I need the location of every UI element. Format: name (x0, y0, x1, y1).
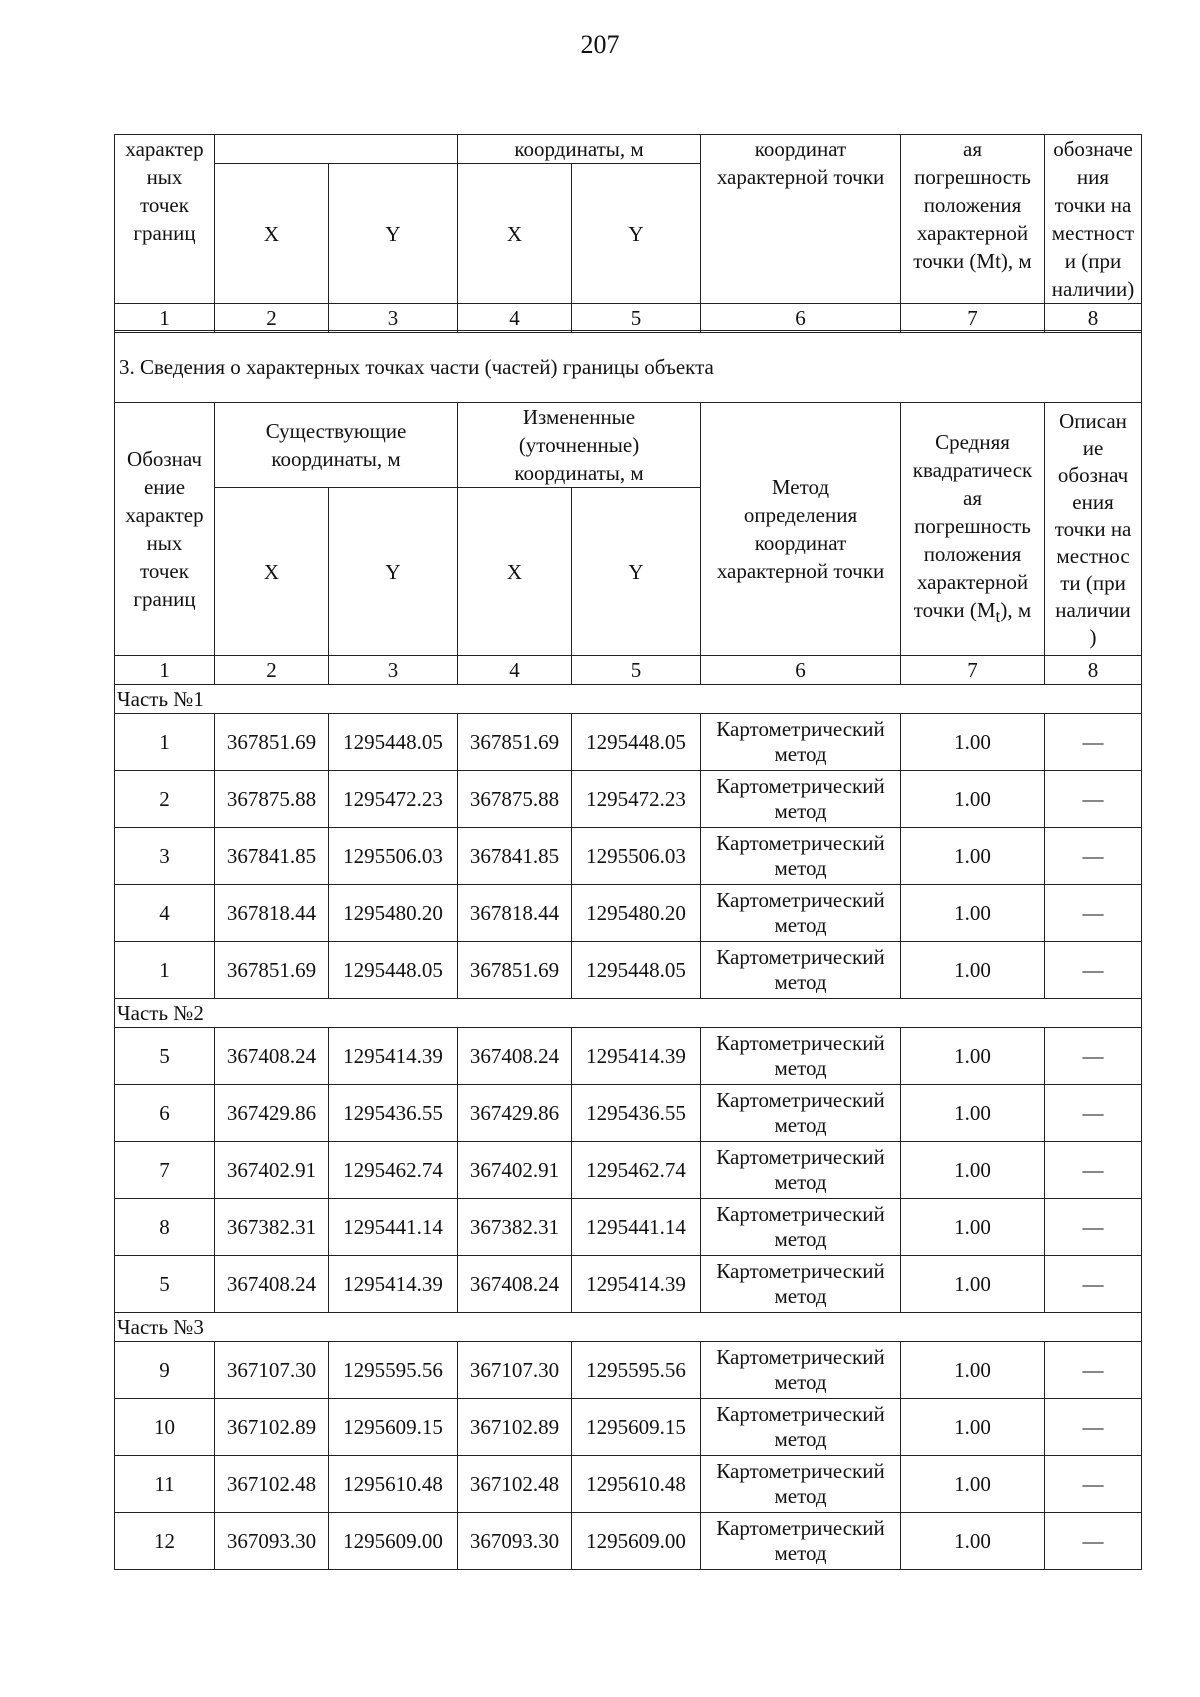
column-number: 1 (115, 304, 215, 333)
existing-x-cell: 367107.30 (215, 1342, 329, 1399)
existing-y-cell: 1295414.39 (329, 1256, 458, 1313)
point-number: 6 (115, 1085, 215, 1142)
table-row (115, 1256, 1142, 1313)
header-changed-x: X (458, 164, 572, 304)
point-number: 5 (115, 1256, 215, 1313)
description-cell: — (1045, 1399, 1142, 1456)
changed-y-cell: 1295610.48 (572, 1456, 701, 1513)
point-number: 5 (115, 1028, 215, 1085)
column-number: 5 (572, 656, 701, 685)
header-method: координат характерной точки (701, 135, 901, 304)
existing-y-cell: 1295441.14 (329, 1199, 458, 1256)
table-row (115, 885, 1142, 942)
existing-x-cell: 367408.24 (215, 1028, 329, 1085)
existing-x-cell: 367875.88 (215, 771, 329, 828)
method-cell: Картометрический метод (701, 1256, 901, 1313)
description-cell: — (1045, 828, 1142, 885)
changed-x-cell: 367851.69 (458, 942, 572, 999)
existing-y-cell: 1295595.56 (329, 1342, 458, 1399)
point-number: 12 (115, 1513, 215, 1570)
method-cell: Картометрический метод (701, 1199, 901, 1256)
table-row (115, 1142, 1142, 1199)
point-number: 1 (115, 714, 215, 771)
changed-x-cell: 367382.31 (458, 1199, 572, 1256)
existing-x-cell: 367851.69 (215, 942, 329, 999)
table-body (115, 685, 1142, 1570)
changed-x-cell: 367818.44 (458, 885, 572, 942)
column-number: 1 (115, 656, 215, 685)
point-number: 9 (115, 1342, 215, 1399)
existing-y-cell: 1295609.15 (329, 1399, 458, 1456)
column-number: 4 (458, 304, 572, 333)
point-number: 10 (115, 1399, 215, 1456)
column-number: 6 (701, 304, 901, 333)
existing-x-cell: 367093.30 (215, 1513, 329, 1570)
existing-x-cell: 367818.44 (215, 885, 329, 942)
point-number: 8 (115, 1199, 215, 1256)
table-row (115, 771, 1142, 828)
changed-y-cell: 1295448.05 (572, 942, 701, 999)
mean-error-cell: 1.00 (901, 1028, 1045, 1085)
table-row (115, 1199, 1142, 1256)
column-number: 5 (572, 304, 701, 333)
point-number: 2 (115, 771, 215, 828)
description-cell: — (1045, 1085, 1142, 1142)
changed-x-cell: 367851.69 (458, 714, 572, 771)
table-row (115, 1085, 1142, 1142)
existing-y-cell: 1295436.55 (329, 1085, 458, 1142)
mean-error-cell: 1.00 (901, 771, 1045, 828)
table-row (115, 1513, 1142, 1570)
point-number: 7 (115, 1142, 215, 1199)
changed-y-cell: 1295414.39 (572, 1256, 701, 1313)
changed-x-cell: 367107.30 (458, 1342, 572, 1399)
existing-x-cell: 367851.69 (215, 714, 329, 771)
header-changed-coordinates: Измененные (уточненные) координаты, м (458, 403, 701, 488)
point-number: 4 (115, 885, 215, 942)
description-cell: — (1045, 942, 1142, 999)
changed-y-cell: 1295448.05 (572, 714, 701, 771)
changed-x-cell: 367102.89 (458, 1399, 572, 1456)
changed-y-cell: 1295595.56 (572, 1342, 701, 1399)
changed-y-cell: 1295506.03 (572, 828, 701, 885)
changed-x-cell: 367875.88 (458, 771, 572, 828)
column-number: 4 (458, 656, 572, 685)
table-row (115, 1456, 1142, 1513)
header-method: Метод определения координат характерной точки (701, 403, 901, 656)
existing-x-cell: 367402.91 (215, 1142, 329, 1199)
part-label-row (115, 685, 1142, 714)
existing-y-cell: 1295448.05 (329, 714, 458, 771)
method-cell: Картометрический метод (701, 771, 901, 828)
section-title: 3. Сведения о характерных точках части (частей) границы объекта (115, 331, 1142, 403)
part-label: Часть №3 (115, 1313, 1142, 1342)
changed-y-cell: 1295609.00 (572, 1513, 701, 1570)
part-label-row (115, 1313, 1142, 1342)
changed-x-cell: 367408.24 (458, 1256, 572, 1313)
existing-y-cell: 1295462.74 (329, 1142, 458, 1199)
column-number: 6 (701, 656, 901, 685)
header-existing-y: Y (329, 164, 458, 304)
method-cell: Картометрический метод (701, 1142, 901, 1199)
header-point-description: обозначе ния точки на местност и (при наличии) (1045, 135, 1142, 304)
boundary-points-table (114, 330, 1142, 1570)
part-label-row (115, 999, 1142, 1028)
header-point-designation: характер ных точек границ (115, 135, 215, 304)
header-point-description: Описан ие обознач ения точки на местнос ти (при наличии ) (1045, 403, 1142, 656)
column-number: 7 (901, 656, 1045, 685)
table-row (115, 1028, 1142, 1085)
table-row (115, 1399, 1142, 1456)
mean-error-cell: 1.00 (901, 1085, 1045, 1142)
mean-error-cell: 1.00 (901, 828, 1045, 885)
existing-y-cell: 1295448.05 (329, 942, 458, 999)
description-cell: — (1045, 1342, 1142, 1399)
header-changed-y: Y (572, 488, 701, 656)
header-mean-error: ая погрешность положения характерной точки (Mt), м (901, 135, 1045, 304)
header-existing-coordinates: Существующие координаты, м (215, 403, 458, 488)
mean-error-cell: 1.00 (901, 942, 1045, 999)
description-cell: — (1045, 1028, 1142, 1085)
method-cell: Картометрический метод (701, 714, 901, 771)
mean-error-cell: 1.00 (901, 1342, 1045, 1399)
method-cell: Картометрический метод (701, 1342, 901, 1399)
existing-x-cell: 367408.24 (215, 1256, 329, 1313)
column-number: 3 (329, 304, 458, 333)
header-existing-x: X (215, 488, 329, 656)
mean-error-cell: 1.00 (901, 1456, 1045, 1513)
existing-y-cell: 1295480.20 (329, 885, 458, 942)
table-row (115, 942, 1142, 999)
point-number: 1 (115, 942, 215, 999)
description-cell: — (1045, 1199, 1142, 1256)
mean-error-cell: 1.00 (901, 1513, 1045, 1570)
column-number-row (115, 304, 1142, 333)
changed-x-cell: 367841.85 (458, 828, 572, 885)
continued-header-table (114, 134, 1142, 333)
point-number: 11 (115, 1456, 215, 1513)
mean-error-cell: 1.00 (901, 1256, 1045, 1313)
changed-y-cell: 1295472.23 (572, 771, 701, 828)
method-cell: Картометрический метод (701, 1513, 901, 1570)
changed-x-cell: 367429.86 (458, 1085, 572, 1142)
existing-y-cell: 1295414.39 (329, 1028, 458, 1085)
existing-y-cell: 1295610.48 (329, 1456, 458, 1513)
changed-x-cell: 367408.24 (458, 1028, 572, 1085)
mean-error-cell: 1.00 (901, 885, 1045, 942)
header-changed-x: X (458, 488, 572, 656)
changed-y-cell: 1295480.20 (572, 885, 701, 942)
table-row (115, 828, 1142, 885)
changed-x-cell: 367102.48 (458, 1456, 572, 1513)
changed-x-cell: 367093.30 (458, 1513, 572, 1570)
column-number: 8 (1045, 656, 1142, 685)
column-number-row (115, 656, 1142, 685)
header-existing-coordinates (215, 135, 458, 164)
column-number: 8 (1045, 304, 1142, 333)
description-cell: — (1045, 714, 1142, 771)
description-cell: — (1045, 885, 1142, 942)
header-existing-y: Y (329, 488, 458, 656)
changed-y-cell: 1295436.55 (572, 1085, 701, 1142)
description-cell: — (1045, 1513, 1142, 1570)
existing-x-cell: 367429.86 (215, 1085, 329, 1142)
mean-error-cell: 1.00 (901, 1199, 1045, 1256)
description-cell: — (1045, 1142, 1142, 1199)
part-label: Часть №2 (115, 999, 1142, 1028)
existing-x-cell: 367102.48 (215, 1456, 329, 1513)
method-cell: Картометрический метод (701, 1399, 901, 1456)
existing-y-cell: 1295506.03 (329, 828, 458, 885)
changed-y-cell: 1295609.15 (572, 1399, 701, 1456)
changed-y-cell: 1295414.39 (572, 1028, 701, 1085)
point-number: 3 (115, 828, 215, 885)
header-changed-coordinates: координаты, м (458, 135, 701, 164)
description-cell: — (1045, 1256, 1142, 1313)
method-cell: Картометрический метод (701, 1028, 901, 1085)
header-changed-y: Y (572, 164, 701, 304)
existing-x-cell: 367382.31 (215, 1199, 329, 1256)
method-cell: Картометрический метод (701, 942, 901, 999)
mean-error-cell: 1.00 (901, 714, 1045, 771)
column-number: 7 (901, 304, 1045, 333)
table-row (115, 1342, 1142, 1399)
changed-x-cell: 367402.91 (458, 1142, 572, 1199)
method-cell: Картометрический метод (701, 828, 901, 885)
method-cell: Картометрический метод (701, 1085, 901, 1142)
method-cell: Картометрический метод (701, 885, 901, 942)
changed-y-cell: 1295441.14 (572, 1199, 701, 1256)
header-existing-x: X (215, 164, 329, 304)
mean-error-cell: 1.00 (901, 1399, 1045, 1456)
header-mean-error: Средняя квадратическ ая погрешность положения характерной точки $(M_t)$, м (901, 403, 1045, 656)
existing-y-cell: 1295609.00 (329, 1513, 458, 1570)
page-number: 207 (580, 30, 620, 59)
method-cell: Картометрический метод (701, 1456, 901, 1513)
description-cell: — (1045, 1456, 1142, 1513)
column-number: 2 (215, 304, 329, 333)
existing-x-cell: 367102.89 (215, 1399, 329, 1456)
existing-y-cell: 1295472.23 (329, 771, 458, 828)
existing-x-cell: 367841.85 (215, 828, 329, 885)
table-row (115, 714, 1142, 771)
mean-error-cell: 1.00 (901, 1142, 1045, 1199)
header-point-designation: Обознач ение характер ных точек границ (115, 403, 215, 656)
column-number: 3 (329, 656, 458, 685)
changed-y-cell: 1295462.74 (572, 1142, 701, 1199)
description-cell: — (1045, 771, 1142, 828)
column-number: 2 (215, 656, 329, 685)
part-label: Часть №1 (115, 685, 1142, 714)
